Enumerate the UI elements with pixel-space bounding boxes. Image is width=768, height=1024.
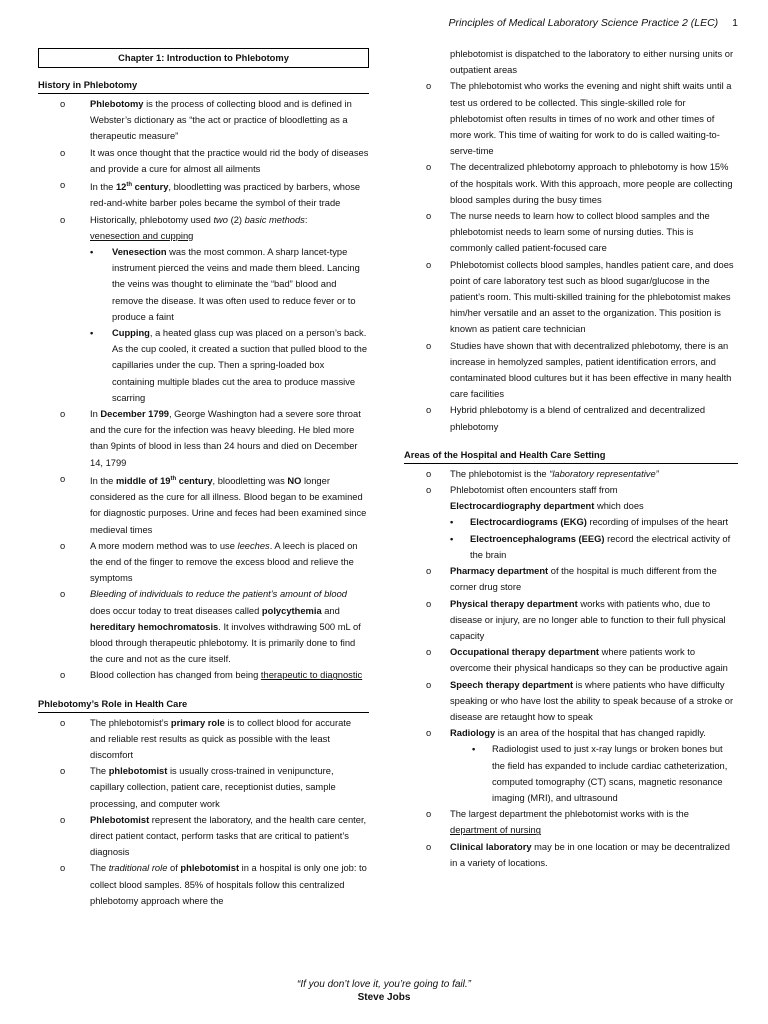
text: in a hospital is only one job: to collect blood samples. 85% of hospitals follow this centralized phlebotomy approach where the bbox=[90, 863, 367, 906]
text: Phlebotomist often encounters staff from bbox=[450, 485, 618, 496]
emphasis: basic methods bbox=[244, 214, 305, 225]
term: Phlebotomy bbox=[90, 99, 144, 109]
term: Occupational therapy department bbox=[450, 647, 600, 658]
term: century bbox=[176, 475, 213, 486]
emphasis: Bleeding of individuals to reduce the patient’s amount of blood bbox=[90, 589, 347, 600]
term: hereditary hemochromatosis bbox=[90, 621, 219, 632]
text: The bbox=[90, 766, 109, 777]
list-item bbox=[38, 667, 369, 683]
list-item bbox=[404, 257, 738, 338]
footer-author: Steve Jobs bbox=[357, 992, 411, 1003]
list-item bbox=[450, 514, 738, 530]
text: The phlebotomist who works the evening and night shift waits until a test us ordered to be collected. This single-skilled role for phlebotomist often results in times of no work and other times of more work. This time of waiting for work to do is called waiting-to-serve-time bbox=[450, 81, 732, 157]
list-item bbox=[404, 466, 738, 482]
term: December 1799 bbox=[100, 408, 169, 419]
text: Blood collection has changed from being bbox=[90, 670, 261, 681]
term: ) bbox=[583, 517, 587, 528]
superscript: th bbox=[126, 182, 133, 189]
text: record the electrical activity of the brain bbox=[470, 533, 731, 560]
term: Cupping bbox=[112, 327, 150, 338]
left-column bbox=[38, 46, 369, 909]
list-item bbox=[38, 763, 369, 812]
term: Phlebotomist bbox=[90, 814, 150, 825]
department-sublist bbox=[450, 514, 738, 563]
list-item bbox=[38, 177, 369, 212]
term: EKG bbox=[563, 517, 584, 528]
superscript: th bbox=[170, 475, 177, 482]
term: primary role bbox=[170, 717, 225, 728]
list-item bbox=[38, 406, 369, 471]
text: is the process of collecting blood and is defined in Webster’s dictionary as “the act or practice of bloodletting as a therapeutic measure” bbox=[90, 99, 352, 142]
list-item bbox=[38, 538, 369, 587]
term: Speech therapy department bbox=[450, 679, 574, 690]
text: . It involves withdrawing 500 mL of blood through therapeutic phlebotomy. It is primarily done to find the cure and not as the cure itself. bbox=[90, 621, 361, 665]
term: Electrocardiography department bbox=[450, 501, 595, 512]
text: Hybrid phlebotomy is a blend of centralized and decentralized phlebotomy bbox=[450, 405, 706, 432]
list-item bbox=[38, 715, 369, 764]
emphasis: two bbox=[213, 214, 228, 225]
list-item bbox=[38, 96, 369, 145]
list-item-continued bbox=[38, 860, 369, 909]
list-item bbox=[472, 741, 738, 806]
section-heading-history: History in Phlebotomy bbox=[38, 78, 369, 94]
text: recording of impulses of the heart bbox=[586, 517, 729, 528]
list-item bbox=[404, 482, 738, 563]
list-item bbox=[404, 159, 738, 208]
areas-list bbox=[404, 466, 738, 871]
list-item bbox=[38, 471, 369, 538]
text: , bloodletting was bbox=[212, 475, 288, 486]
term: Venesection bbox=[112, 246, 167, 257]
list-item bbox=[404, 677, 738, 726]
term: phlebotomist bbox=[180, 863, 240, 874]
text: was the most common. A sharp lancet-type instrument pierced the veins and made them bleed. Lancing the veins was thought to eliminate the “bad” blood and remove the disease. It was often used to reduce fever or to produce a faint bbox=[112, 246, 360, 322]
term: 12 bbox=[115, 182, 127, 193]
text: In bbox=[90, 408, 101, 419]
text: Historically, phlebotomy used bbox=[90, 214, 214, 225]
history-list bbox=[38, 96, 369, 684]
text: works with patients who, due to disease or injury, are no longer able to function to their full physical capacity bbox=[450, 598, 726, 641]
text: , bloodletting was practiced by barbers, whose red-and-white barber poles became the symbol of their trade bbox=[90, 182, 361, 209]
text: phlebotomist is dispatched to the laboratory to either nursing units or outpatient areas bbox=[450, 49, 734, 76]
list-item bbox=[404, 563, 738, 595]
term: EEG bbox=[581, 533, 602, 544]
role-list-continued bbox=[404, 46, 738, 435]
list-item bbox=[38, 212, 369, 406]
text: is where patients who have difficulty speaking or who have lost the ability to speak because of a stroke or disease are retaught how to speak bbox=[450, 679, 734, 722]
emphasis: leeches bbox=[237, 540, 270, 551]
list-item bbox=[404, 644, 738, 676]
list-item bbox=[38, 586, 369, 667]
text: of bbox=[167, 863, 181, 874]
term: century bbox=[132, 182, 169, 193]
term: polycythemia bbox=[261, 605, 322, 616]
list-item bbox=[404, 839, 738, 871]
text: , a heated glass cup was placed on a person’s back. As the cup cooled, it created a suction that pulled blood to the capillaries under the cup. Then a spring-loaded box containing multiple blades cut the area to produce massive scarring bbox=[112, 327, 368, 403]
term: NO bbox=[287, 475, 302, 486]
list-item bbox=[404, 338, 738, 403]
text: Radiologist used to just x-ray lungs or broken bones but the field has expanded to include cardiac catheterization, computed tomography (CT) scans, magnetic resonance imaging (MRI), and ultrasound bbox=[492, 744, 728, 803]
page-footer bbox=[0, 978, 768, 1004]
text: longer considered as the cure for all illness. Blood began to be examined for diagnostic purposes. Urine and feces had been examined since medieval times bbox=[90, 475, 367, 535]
underlined-text: department of nursing bbox=[450, 825, 541, 836]
list-item bbox=[404, 806, 738, 838]
text: The bbox=[90, 863, 109, 874]
text: may be in one location or may be decentralized in a variety of locations. bbox=[450, 841, 730, 868]
footer-quote: “If you don’t love it, you’re going to fail.” bbox=[297, 979, 471, 990]
list-item bbox=[404, 725, 738, 806]
methods-list bbox=[90, 244, 369, 406]
emphasis: “laboratory representative” bbox=[549, 468, 659, 479]
text: Studies have shown that with decentralized phlebotomy, there is an increase in hemolyzed samples, patient identification errors, and contaminated blood cultures but it has been effective in many health care facilities bbox=[450, 340, 732, 400]
list-item bbox=[404, 402, 738, 434]
list-item bbox=[38, 812, 369, 861]
page-header bbox=[0, 17, 738, 29]
text: is usually cross-trained in venipuncture, capillary collection, patient care, receptionist duties, sample processing, and computer work bbox=[90, 766, 336, 809]
document-title: Principles of Medical Laboratory Science Practice 2 (LEC) bbox=[448, 17, 719, 29]
term: ) bbox=[601, 533, 605, 544]
text: . A leech is placed on the end of the finger to remove the excess blood and relieve the symptoms bbox=[90, 540, 358, 584]
underlined-text: therapeutic to diagnostic bbox=[260, 670, 363, 681]
term: Electrocardiograms ( bbox=[470, 517, 564, 528]
emphasis: traditional role bbox=[108, 863, 168, 874]
text: A more modern method was to use bbox=[90, 540, 238, 551]
section-heading-areas: Areas of the Hospital and Health Care Setting bbox=[404, 448, 738, 464]
term: phlebotomist bbox=[108, 766, 168, 777]
text: is to collect blood for accurate and reliable rest results as quick as possible with the least discomfort bbox=[90, 717, 352, 760]
term: middle of 19 bbox=[115, 475, 171, 486]
radiology-sublist bbox=[472, 741, 738, 806]
page-number: 1 bbox=[732, 17, 738, 29]
list-item bbox=[404, 596, 738, 645]
list-item bbox=[450, 531, 738, 563]
chapter-title: Chapter 1: Introduction to Phlebotomy bbox=[38, 48, 369, 68]
list-item bbox=[404, 208, 738, 257]
text: : bbox=[304, 214, 308, 225]
list-item bbox=[90, 325, 369, 406]
list-item bbox=[404, 78, 738, 159]
right-column bbox=[404, 46, 738, 871]
text: It was once thought that the practice would rid the body of diseases and provide a cure for almost all ailments bbox=[90, 147, 369, 174]
text: The largest department the phlebotomist works with is the bbox=[450, 809, 689, 820]
text: represent the laboratory, and the health care center, direct patient contact, perform tasks that are critical to patient’s diagnosis bbox=[90, 814, 367, 858]
text: and bbox=[321, 605, 340, 616]
text: which does bbox=[594, 501, 644, 512]
list-item bbox=[38, 145, 369, 177]
text: The nurse needs to learn how to collect blood samples and the phlebotomist needs to learn some of nursing duties. This is commonly called patient-focused care bbox=[450, 211, 710, 254]
section-heading-role: Phlebotomy’s Role in Health Care bbox=[38, 697, 369, 713]
term: Clinical laboratory bbox=[450, 841, 532, 852]
term: Pharmacy department bbox=[450, 566, 549, 577]
term: Electroencephalograms ( bbox=[470, 533, 582, 544]
text: (2) bbox=[227, 214, 245, 225]
list-item bbox=[90, 244, 369, 325]
text: In the bbox=[90, 182, 116, 193]
term: Physical therapy department bbox=[450, 598, 578, 609]
text: The phlebotomist is the bbox=[450, 468, 550, 479]
text: The phlebotomist’s bbox=[90, 717, 171, 728]
term: Radiology bbox=[450, 728, 496, 739]
text: of the hospital is much different from the corner drug store bbox=[450, 566, 717, 593]
underlined-text: venesection and cupping bbox=[90, 230, 194, 241]
text: where patients work to overcome their physical handicaps so they can be productive again bbox=[450, 647, 728, 674]
text: is an area of the hospital that has changed rapidly. bbox=[495, 728, 706, 739]
text: does occur today to treat diseases called bbox=[90, 605, 262, 616]
text: Phlebotomist collects blood samples, handles patient care, and does point of care laboratory test such as blood sugar/glucose in the patient’s room. This multi-skilled training for the phlebotomist makes him/her versatile and an asset to the organization. This position is known as patient care technician bbox=[450, 259, 734, 335]
list-item-continuation bbox=[404, 46, 738, 78]
role-list bbox=[38, 715, 369, 909]
text: In the bbox=[90, 475, 116, 486]
text: The decentralized phlebotomy approach to phlebotomy is how 15% of the hospitals work. With this approach, more people are collecting blood samples during the busy times bbox=[450, 162, 733, 205]
text: , George Washington had a severe sore throat and the cure for the infection was heavy bleeding. He bled more than 9pints of blood in less than 24 hours and died on December 14, 1799 bbox=[90, 408, 361, 468]
